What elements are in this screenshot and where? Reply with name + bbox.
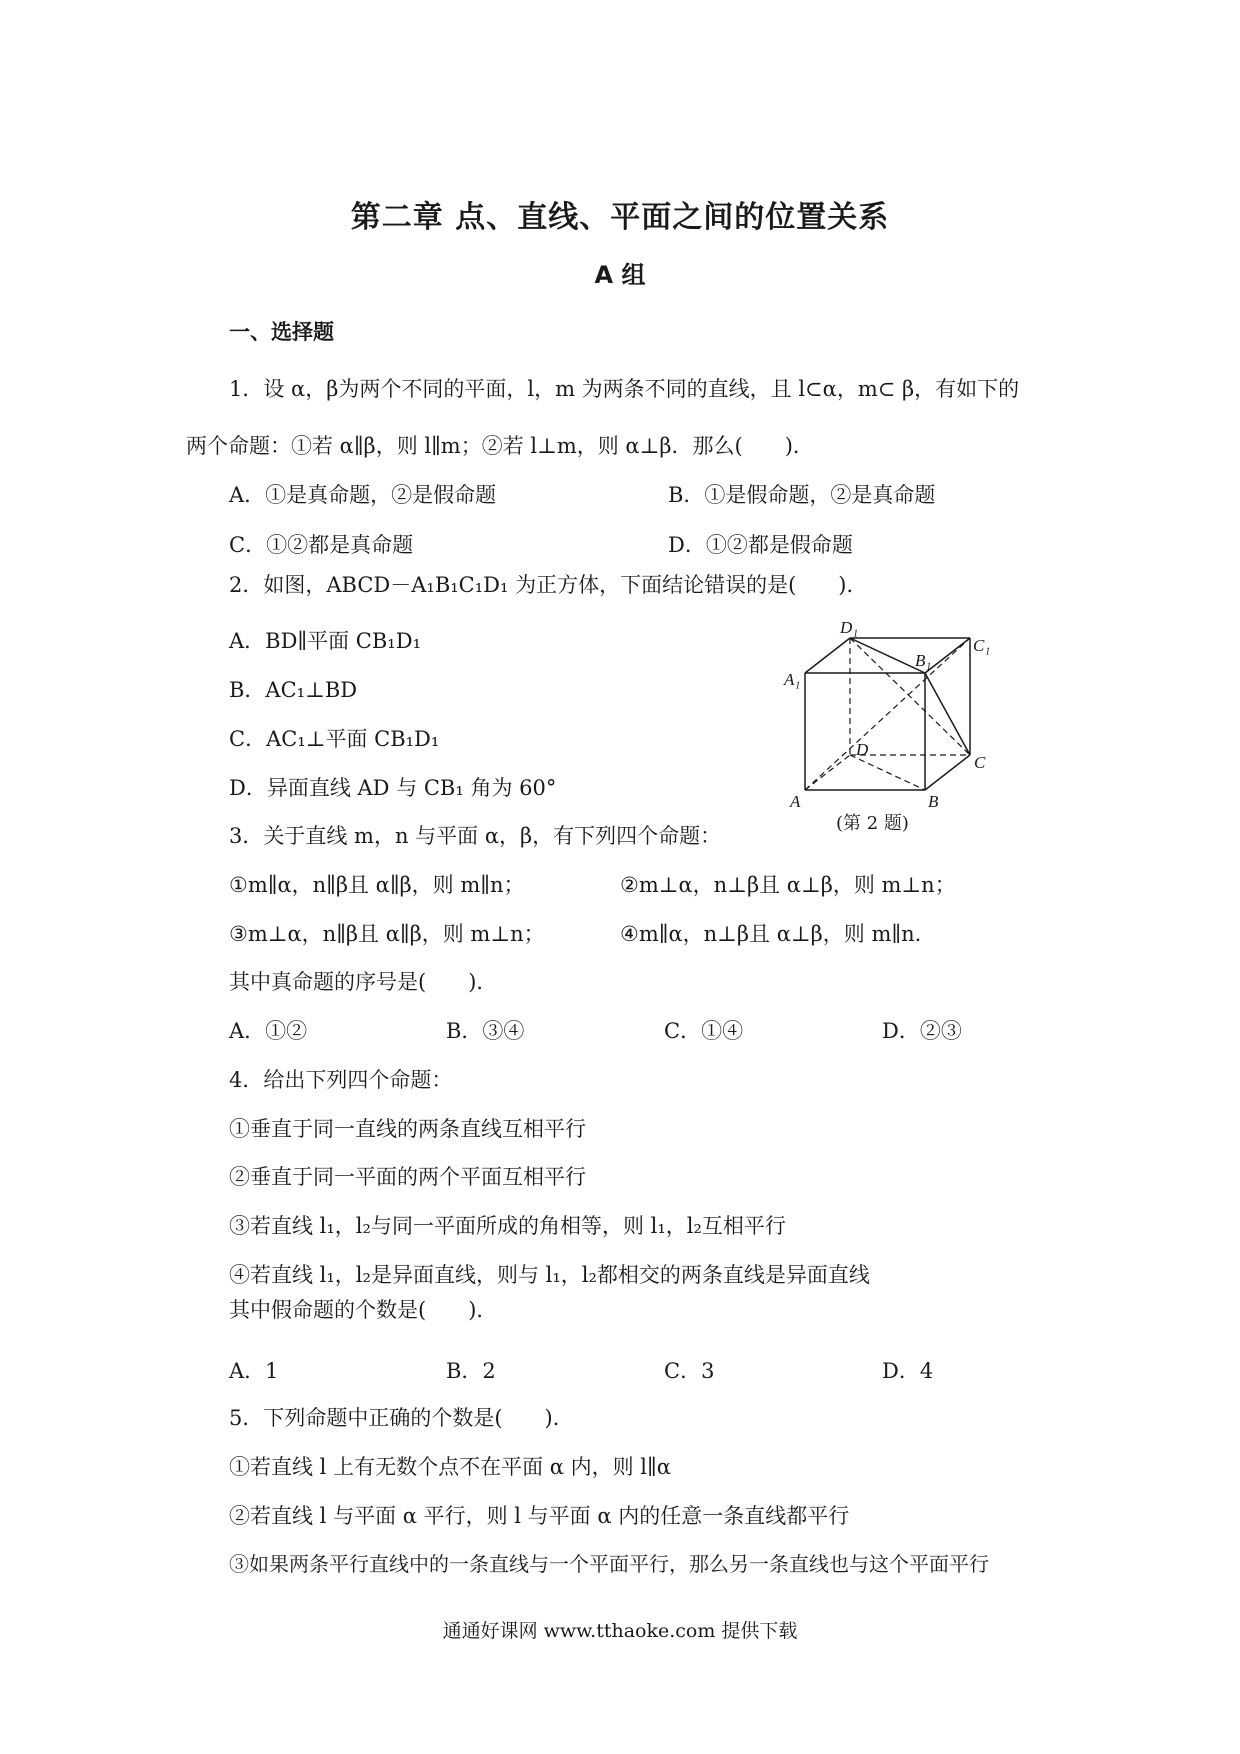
section-heading: 一、选择题 bbox=[229, 320, 334, 344]
q1-stem-line2: 两个命题：①若 α∥β，则 l∥m；②若 l⊥m，则 α⊥β．那么( )． bbox=[186, 434, 814, 458]
q1-option-a: A．①是真命题，②是假命题 bbox=[229, 483, 497, 507]
label-d1: D₁ bbox=[840, 618, 859, 637]
q5-proposition-1: ①若直线 l 上有无数个点不在平面 α 内，则 l∥α bbox=[229, 1455, 671, 1479]
page-footer: 通通好课网 www.tthaoke.com 提供下载 bbox=[442, 1620, 798, 1642]
q3-proposition-2: ②m⊥α，n⊥β且 α⊥β，则 m⊥n； bbox=[620, 873, 956, 897]
q3-option-a: A．①② bbox=[229, 1019, 308, 1043]
label-a1: A₁ bbox=[784, 670, 801, 689]
q4-option-b: B．2 bbox=[446, 1359, 496, 1383]
q2-option-d: D．异面直线 AD 与 CB₁ 角为 60° bbox=[229, 776, 557, 800]
q4-option-c: C．3 bbox=[664, 1359, 715, 1383]
cube-edge bbox=[925, 638, 970, 673]
q3-option-c: C．①④ bbox=[664, 1019, 744, 1043]
q3-proposition-3: ③m⊥α，n∥β且 α∥β，则 m⊥n； bbox=[229, 922, 545, 946]
cube-diagonal bbox=[925, 673, 970, 755]
q2-option-c: C．AC₁⊥平面 CB₁D₁ bbox=[229, 727, 440, 751]
q4-proposition-2: ②垂直于同一平面的两个平面互相平行 bbox=[229, 1165, 586, 1189]
q4-proposition-4: ④若直线 l₁，l₂是异面直线，则与 l₁，l₂都相交的两条直线是异面直线 bbox=[229, 1263, 870, 1287]
q3-proposition-4: ④m∥α，n⊥β且 α⊥β，则 m∥n. bbox=[620, 922, 922, 946]
q5-stem: 5．下列命题中正确的个数是( )． bbox=[229, 1406, 574, 1430]
q4-proposition-1: ①垂直于同一直线的两条直线互相平行 bbox=[229, 1117, 586, 1141]
q2-option-a: A．BD∥平面 CB₁D₁ bbox=[229, 629, 421, 653]
q3-question: 其中真命题的序号是( )． bbox=[229, 970, 498, 994]
q4-stem: 4．给出下列四个命题： bbox=[229, 1068, 453, 1092]
cube-hidden-diagonal bbox=[850, 638, 970, 755]
cube-hidden-diagonal bbox=[805, 638, 970, 790]
cube-hidden-edge bbox=[805, 755, 850, 790]
label-b: B bbox=[928, 792, 939, 811]
label-c1: C₁ bbox=[973, 636, 991, 655]
page-title: 第二章 点、直线、平面之间的位置关系 bbox=[350, 200, 890, 235]
q5-proposition-2: ②若直线 l 与平面 α 平行，则 l 与平面 α 内的任意一条直线都平行 bbox=[229, 1504, 850, 1528]
cube-hidden-diagonal bbox=[850, 755, 925, 790]
q1-option-c: C．①②都是真命题 bbox=[229, 533, 414, 557]
q4-option-a: A．1 bbox=[229, 1359, 279, 1383]
q3-option-d: D．②③ bbox=[882, 1019, 962, 1043]
q3-option-b: B．③④ bbox=[446, 1019, 525, 1043]
cube-diagonal bbox=[850, 638, 925, 673]
label-c: C bbox=[974, 753, 986, 772]
q3-stem: 3．关于直线 m，n 与平面 α，β，有下列四个命题： bbox=[229, 824, 722, 848]
q4-question: 其中假命题的个数是( )． bbox=[229, 1298, 498, 1322]
cube-edge bbox=[925, 755, 970, 790]
q4-option-d: D．4 bbox=[882, 1359, 934, 1383]
label-b1: B₁ bbox=[915, 651, 932, 670]
label-d: D bbox=[856, 740, 869, 759]
q3-proposition-1: ①m∥α，n∥β且 α∥β，则 m∥n； bbox=[229, 873, 525, 897]
q2-option-b: B．AC₁⊥BD bbox=[229, 678, 358, 702]
group-heading: A 组 bbox=[594, 261, 646, 289]
q2-stem: 2．如图，ABCD－A₁B₁C₁D₁ 为正方体，下面结论错误的是( )． bbox=[229, 573, 868, 597]
q1-option-b: B．①是假命题，②是真命题 bbox=[668, 483, 936, 507]
label-a: A bbox=[790, 792, 801, 811]
cube-edge bbox=[805, 638, 850, 673]
q1-stem-line1: 1．设 α，β为两个不同的平面，l，m 为两条不同的直线，且 l⊂α，m⊂ β，有如下的 bbox=[229, 377, 1020, 401]
q1-option-d: D．①②都是假命题 bbox=[668, 533, 853, 557]
cube-figure bbox=[775, 610, 1005, 840]
q4-proposition-3: ③若直线 l₁，l₂与同一平面所成的角相等，则 l₁，l₂互相平行 bbox=[229, 1214, 786, 1238]
figure-caption: (第 2 题) bbox=[836, 813, 909, 834]
q5-proposition-3: ③如果两条平行直线中的一条直线与一个平面平行，那么另一条直线也与这个平面平行 bbox=[229, 1552, 989, 1576]
